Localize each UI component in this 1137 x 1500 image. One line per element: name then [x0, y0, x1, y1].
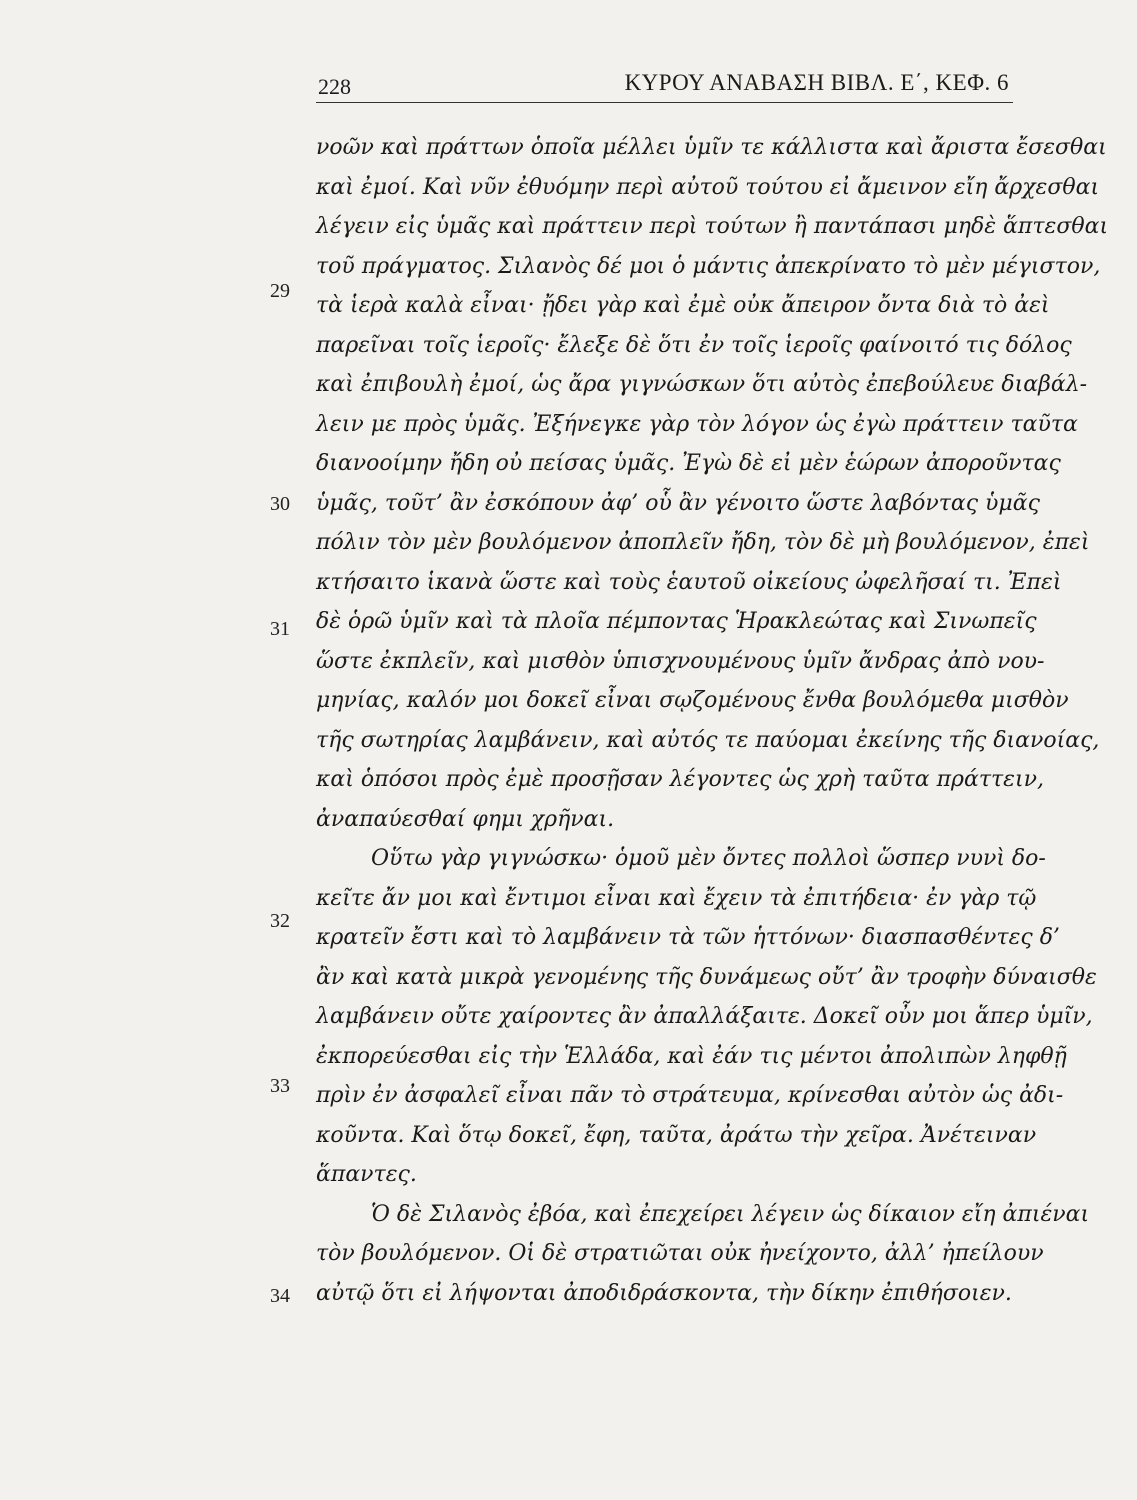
text-line: κοῦντα. Καὶ ὅτῳ δοκεῖ, ἔφη, ταῦτα, ἀράτω τὴν χεῖρα. Ἀνέτειναν	[316, 1122, 1037, 1148]
text-line: ὥστε ἐκπλεῖν, καὶ μισθὸν ὑπισχνουμένους ὑμῖν ἄνδρας ἀπὸ νου-	[316, 648, 1045, 674]
text-line: λέγειν εἰς ὑμᾶς καὶ πράττειν περὶ τούτων ἢ παντάπασι μηδὲ ἅπτεσθαι	[316, 214, 1109, 239]
text-line: κτήσαιτο ἱκανὰ ὥστε καὶ τοὺς ἑαυτοῦ οἰκείους ὠφελῆσαί τι. Ἐπεὶ	[316, 569, 1062, 595]
text-line: δὲ ὁρῶ ὑμῖν καὶ τὰ πλοῖα πέμποντας Ἡρακλεώτας καὶ Σινωπεῖς	[316, 609, 1037, 634]
section-number-33: 33	[270, 1075, 290, 1097]
section-number-30: 30	[270, 493, 290, 515]
text-line: ἀναπαύεσθαί φημι χρῆναι.	[316, 806, 615, 832]
text-line: κεῖτε ἄν μοι καὶ ἔντιμοι εἶναι καὶ ἔχειν τὰ ἐπιτήδεια· ἐν γὰρ τῷ	[316, 885, 1037, 911]
text-line: αὐτῷ ὅτι εἰ λήψονται ἀποδιδράσκοντα, τὴν δίκην ἐπιθήσοιεν.	[316, 1280, 1012, 1306]
section-number-29: 29	[270, 280, 290, 302]
body-text	[316, 128, 1109, 1313]
text-line: τὰ ἱερὰ καλὰ εἶναι· ᾔδει γὰρ καὶ ἐμὲ οὐκ ἄπειρον ὄντα διὰ τὸ ἀεὶ	[316, 293, 1050, 318]
text-line: ἂν καὶ κατὰ μικρὰ γενομένης τῆς δυνάμεως οὔτ’ ἂν τροφὴν δύναισθε	[316, 964, 1097, 990]
text-line: λαμβάνειν οὔτε χαίροντες ἂν ἀπαλλάξαιτε. Δοκεῖ οὖν μοι ἅπερ ὑμῖν,	[316, 1004, 1093, 1029]
text-line: πρὶν ἐν ἀσφαλεῖ εἶναι πᾶν τὸ στράτευμα, κρίνεσθαι αὐτὸν ὡς ἀδι-	[316, 1083, 1064, 1108]
text-line: κρατεῖν ἔστι καὶ τὸ λαμβάνειν τὰ τῶν ἡττόνων· διασπασθέντες δ’	[316, 925, 1060, 950]
text-line: λειν με πρὸς ὑμᾶς. Ἐξήνεγκε γὰρ τὸν λόγον ὡς ἐγὼ πράττειν ταῦτα	[316, 411, 1078, 437]
text-line: Ὁ δὲ Σιλανὸς ἐβόα, καὶ ἐπεχείρει λέγειν ὡς δίκαιον εἴη ἀπιέναι	[371, 1201, 1090, 1227]
text-line: διανοοίμην ἤδη οὐ πείσας ὑμᾶς. Ἐγὼ δὲ εἰ μὲν ἑώρων ἀποροῦντας	[316, 451, 1061, 476]
text-line: τῆς σωτηρίας λαμβάνειν, καὶ αὐτός τε παύομαι ἐκείνης τῆς διανοίας,	[316, 727, 1100, 753]
section-number-31: 31	[270, 618, 290, 640]
text-line: ἅπαντες.	[316, 1162, 417, 1187]
text-line: πόλιν τὸν μὲν βουλόμενον ἀποπλεῖν ἤδη, τὸν δὲ μὴ βουλόμενον, ἐπεὶ	[316, 530, 1090, 555]
text-line: μηνίας, καλόν μοι δοκεῖ εἶναι σῳζομένους ἔνθα βουλόμεθα μισθὸν	[316, 688, 1069, 713]
text-line: καὶ ὁπόσοι πρὸς ἐμὲ προσῇσαν λέγοντες ὡς χρὴ ταῦτα πράττειν,	[316, 767, 1044, 792]
text-line: ὑμᾶς, τοῦτ’ ἂν ἐσκόπουν ἀφ’ οὗ ἂν γένοιτο ὥστε λαβόντας ὑμᾶς	[316, 490, 1040, 516]
text-line: νοῶν καὶ πράττων ὁποῖα μέλλει ὑμῖν τε κάλλιστα καὶ ἄριστα ἔσεσθαι	[316, 135, 1107, 160]
page-number: 228	[318, 74, 351, 99]
text-line: ἐκπορεύεσθαι εἰς τὴν Ἑλλάδα, καὶ ἐάν τις μέντοι ἀπολιπὼν ληφθῇ	[316, 1043, 1067, 1069]
text-line: καὶ ἐμοί. Καὶ νῦν ἐθυόμην περὶ αὐτοῦ τούτου εἰ ἄμεινον εἴη ἄρχεσθαι	[316, 174, 1100, 200]
section-number-32: 32	[270, 910, 290, 932]
text-line: παρεῖναι τοῖς ἱεροῖς· ἔλεξε δὲ ὅτι ἐν τοῖς ἱεροῖς φαίνοιτό τις δόλος	[316, 332, 1072, 358]
section-number-34: 34	[270, 1285, 290, 1307]
header-rule	[316, 102, 1013, 103]
text-line: τὸν βουλόμενον. Οἱ δὲ στρατιῶται οὐκ ἠνείχοντο, ἀλλ’ ἠπείλουν	[316, 1241, 1044, 1266]
text-line: Οὕτω γὰρ γιγνώσκω· ὁμοῦ μὲν ὄντες πολλοὶ ὥσπερ νυνὶ δο-	[371, 846, 1046, 871]
text-line: τοῦ πράγματος. Σιλανὸς δέ μοι ὁ μάντις ἀπεκρίνατο τὸ μὲν μέγιστον,	[316, 253, 1101, 279]
running-head: ΚΥΡΟΥ ΑΝΑΒΑΣΗ ΒΙΒΛ. Ε΄, ΚΕΦ. 6	[624, 70, 1009, 95]
text-line: καὶ ἐπιβουλὴ ἐμοί, ὡς ἄρα γιγνώσκων ὅτι αὐτὸς ἐπεβούλευε διαβάλ-	[316, 372, 1088, 397]
